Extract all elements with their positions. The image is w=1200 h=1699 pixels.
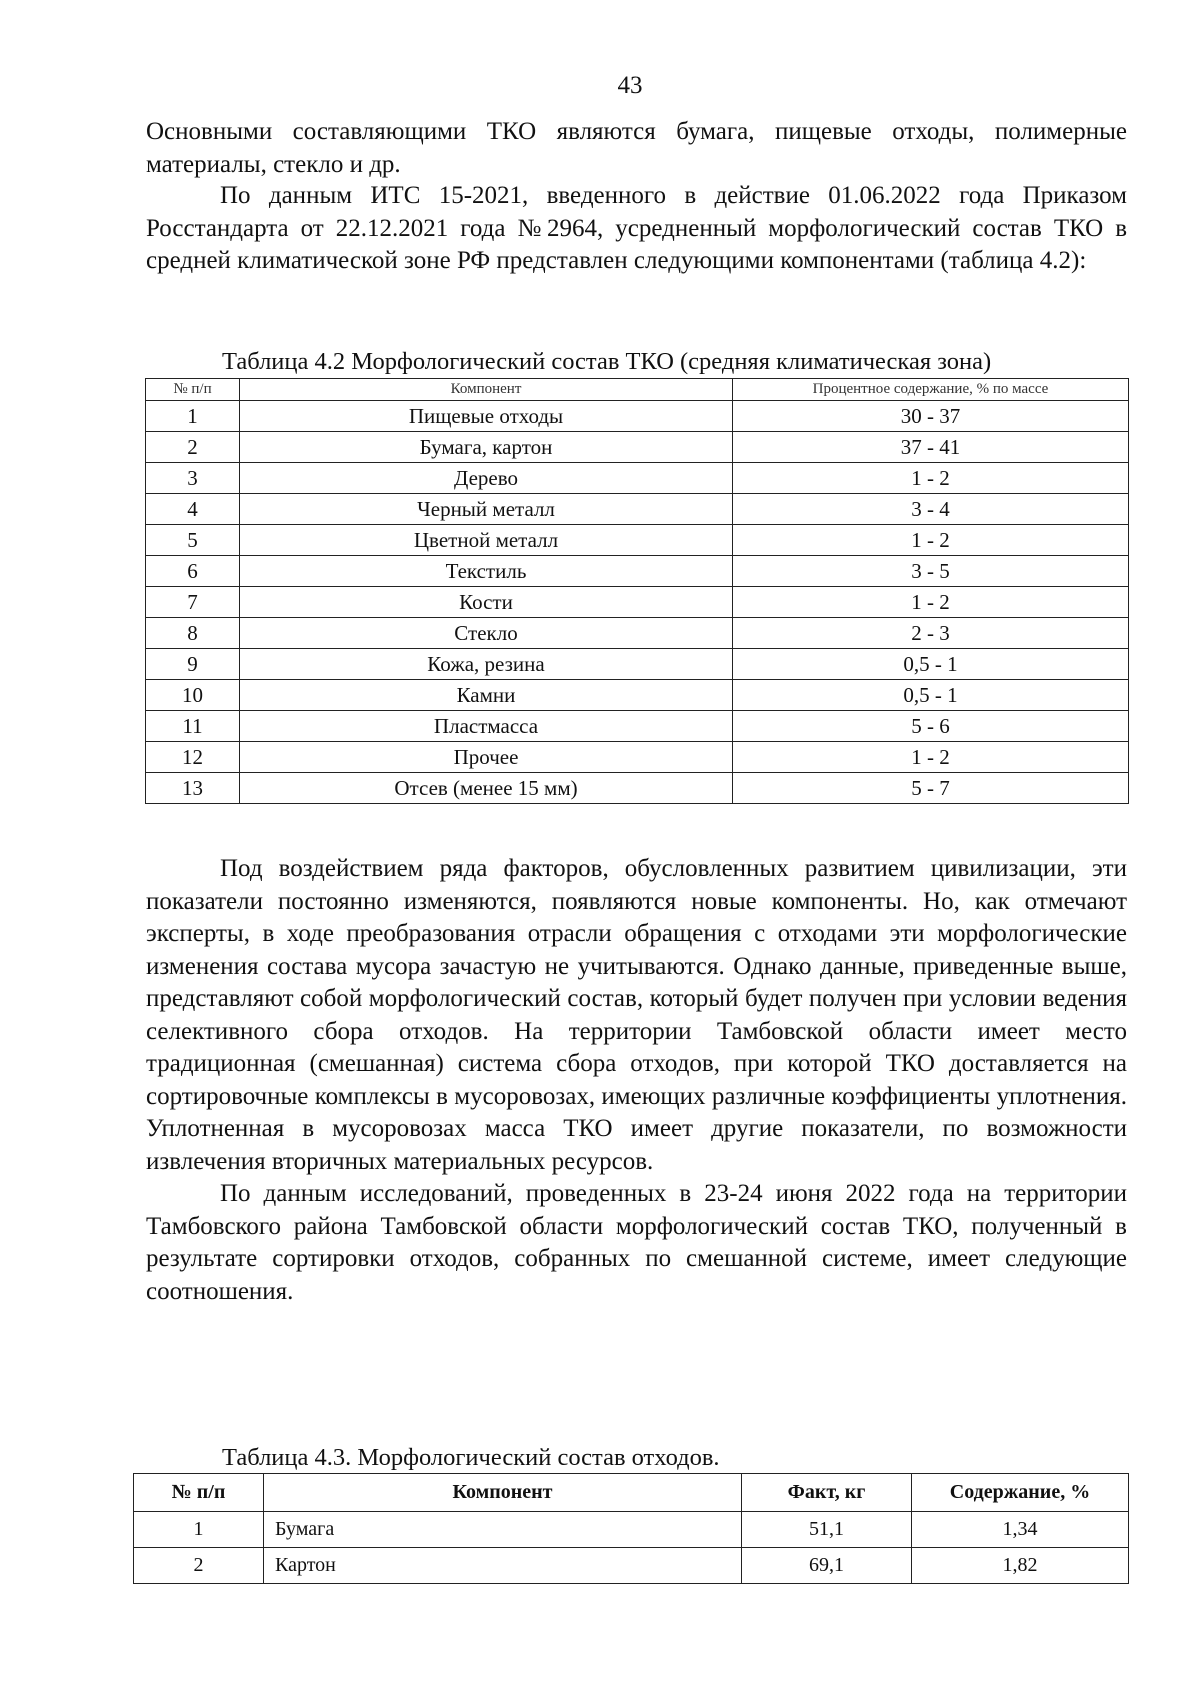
- table-cell: 2: [134, 1548, 264, 1584]
- table-cell: 3 - 5: [733, 556, 1129, 587]
- table-cell: Пластмасса: [240, 711, 733, 742]
- table-cell: 3: [146, 463, 240, 494]
- table-cell: 8: [146, 618, 240, 649]
- header-number: № п/п: [134, 1474, 264, 1512]
- table-cell: 1 - 2: [733, 525, 1129, 556]
- table-4-3: [133, 1473, 1129, 1584]
- its-text: [146, 180, 1127, 278]
- table-cell: 6: [146, 556, 240, 587]
- table-4-2: [145, 378, 1129, 804]
- table-row: [134, 1512, 1129, 1548]
- table-4-3-caption: Таблица 4.3. Морфологический состав отходов.: [222, 1444, 720, 1471]
- table-cell: 9: [146, 649, 240, 680]
- table-cell: Кости: [240, 587, 733, 618]
- paragraph-1: Основными составляющими ТКО являются бумага, пищевые отходы, полимерные материалы, стекло и др.: [146, 118, 1127, 178]
- table-row: [146, 649, 1129, 680]
- header-mass: Факт, кг: [742, 1474, 912, 1512]
- table-row: [146, 525, 1129, 556]
- table-cell: Прочее: [240, 742, 733, 773]
- page-number: 43: [617, 72, 643, 99]
- table-cell: Камни: [240, 680, 733, 711]
- table-cell: 69,1: [742, 1548, 912, 1584]
- table-cell: 0,5 - 1: [733, 680, 1129, 711]
- table-cell: Отсев (менее 15 мм): [240, 773, 733, 804]
- header-component: Компонент: [240, 379, 733, 401]
- table-row: [146, 587, 1129, 618]
- table-cell: Черный металл: [240, 494, 733, 525]
- table-cell: 10: [146, 680, 240, 711]
- intro-text: [146, 116, 1127, 181]
- paragraph-3: Под воздействием ряда факторов, обусловленных развитием цивилизации, эти показатели постоянно изменяются, появляются новые компоненты. Но, как отмечают эксперты, в ходе преобразования отрасли обращения с отходами эти морфологические изменения состава мусора зачастую не учитываются. Однако данные, приведенные выше, представляют собой морфологический состав, который будет получен при условии ведения селективного сбора отходов. На территории Тамбовской области имеет место традиционная (смешанная) система сбора отходов, при которой ТКО доставляется на сортировочные комплексы в мусоровозах, имеющих различные коэффициенты уплотнения. Уплотненная в мусоровозах масса ТКО имеет другие показатели, по возможности извлечения вторичных материальных ресурсов.: [146, 855, 1127, 1175]
- table-row: [146, 618, 1129, 649]
- table-cell: 2 - 3: [733, 618, 1129, 649]
- header-content: Содержание, %: [912, 1474, 1129, 1512]
- table-cell: 1 - 2: [733, 742, 1129, 773]
- table-row: [146, 742, 1129, 773]
- table-row: [146, 773, 1129, 804]
- table-cell: 1: [134, 1512, 264, 1548]
- table-cell: 2: [146, 432, 240, 463]
- table-cell: 3 - 4: [733, 494, 1129, 525]
- table-row: [134, 1548, 1129, 1584]
- analysis-text: [146, 853, 1127, 1308]
- table-row: [146, 432, 1129, 463]
- table-cell: 12: [146, 742, 240, 773]
- table-cell: 37 - 41: [733, 432, 1129, 463]
- table-cell: Бумага, картон: [240, 432, 733, 463]
- header-percent: Процентное содержание, % по массе: [733, 379, 1129, 401]
- table-cell: 13: [146, 773, 240, 804]
- table-row: [146, 711, 1129, 742]
- header-number: № п/п: [146, 379, 240, 401]
- table-row: [146, 556, 1129, 587]
- paragraph-2: По данным ИТС 15-2021, введенного в действие 01.06.2022 года Приказом Росстандарта от 22.12.2021 года №2964, усредненный морфологический состав ТКО в средней климатической зоне РФ представлен следующими компонентами (таблица 4.2):: [146, 182, 1127, 274]
- table-cell: Бумага: [264, 1512, 742, 1548]
- table-cell: 5: [146, 525, 240, 556]
- table-cell: Картон: [264, 1548, 742, 1584]
- table-cell: 30 - 37: [733, 401, 1129, 432]
- table-cell: Стекло: [240, 618, 733, 649]
- header-component: Компонент: [264, 1474, 742, 1512]
- paragraph-4: По данным исследований, проведенных в 23-24 июня 2022 года на территории Тамбовского района Тамбовской области морфологический состав ТКО, полученный в результате сортировки отходов, собранных по смешанной системе, имеет следующие соотношения.: [146, 1180, 1127, 1305]
- table-cell: 4: [146, 494, 240, 525]
- table-row: [146, 680, 1129, 711]
- table-4-3-header-row: [134, 1474, 1129, 1512]
- table-cell: Пищевые отходы: [240, 401, 733, 432]
- table-cell: 1,34: [912, 1512, 1129, 1548]
- table-cell: Цветной металл: [240, 525, 733, 556]
- table-cell: 1 - 2: [733, 463, 1129, 494]
- table-cell: 7: [146, 587, 240, 618]
- table-cell: 1: [146, 401, 240, 432]
- table-cell: 1 - 2: [733, 587, 1129, 618]
- table-4-2-caption: Таблица 4.2 Морфологический состав ТКО (средняя климатическая зона): [222, 348, 992, 375]
- table-cell: 11: [146, 711, 240, 742]
- table-cell: Дерево: [240, 463, 733, 494]
- table-cell: Кожа, резина: [240, 649, 733, 680]
- table-cell: 1,82: [912, 1548, 1129, 1584]
- table-row: [146, 401, 1129, 432]
- table-cell: 5 - 7: [733, 773, 1129, 804]
- table-cell: 51,1: [742, 1512, 912, 1548]
- table-cell: 0,5 - 1: [733, 649, 1129, 680]
- table-cell: 5 - 6: [733, 711, 1129, 742]
- table-4-2-header-row: [146, 379, 1129, 401]
- table-cell: Текстиль: [240, 556, 733, 587]
- table-row: [146, 463, 1129, 494]
- table-row: [146, 494, 1129, 525]
